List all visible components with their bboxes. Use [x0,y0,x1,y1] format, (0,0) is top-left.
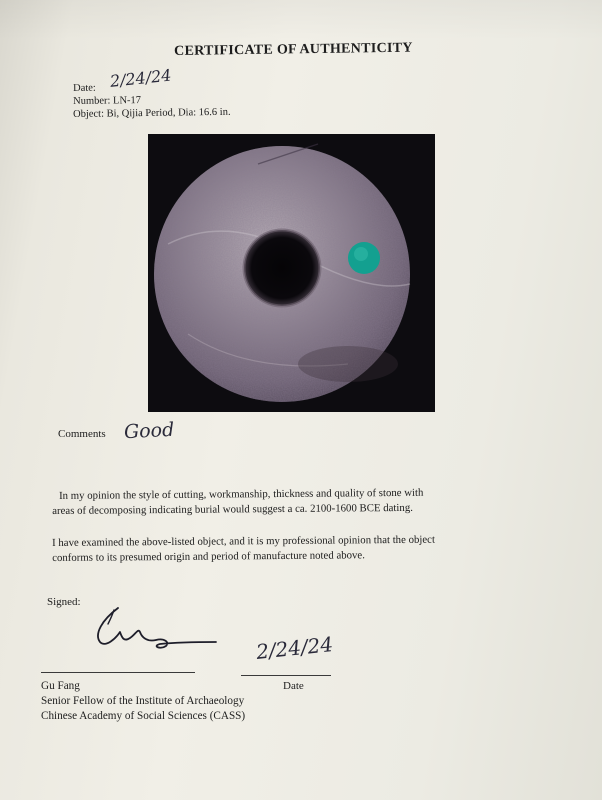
number-field: Number: LN-17 [73,95,142,107]
comments-handwritten: Good [123,418,175,444]
handwritten-date: 2/24/24 [109,65,173,91]
opinion-paragraph [52,485,522,518]
jade-bi-disc-photo-icon [148,134,435,412]
signature-date-handwritten: 2/24/24 [254,632,335,664]
page-shadow [0,0,602,40]
opinion-line-1: In my opinion the style of cutting, workmanship, thickness and quality of stone with [59,486,424,502]
signer-title: Senior Fellow of the Institute of Archaeology [41,695,245,707]
object-field: Object: Bi, Qijia Period, Dia: 16.6 in. [73,106,231,120]
signer-organization: Chinese Academy of Social Sciences (CASS) [41,710,246,722]
date-line [241,675,331,676]
examined-line-1: I have examined the above-listed object, and it is my professional opinion that the object [52,533,435,549]
examined-paragraph [52,532,532,565]
signed-label: Signed: [47,596,81,608]
signer-name: Gu Fang [41,680,80,692]
certificate-title: CERTIFICATE OF AUTHENTICITY [174,40,413,59]
signature-line [41,672,195,673]
handwritten-signature-icon [90,598,220,663]
date-caption: Date [283,680,304,692]
examined-line-2: conforms to its presumed origin and period of manufacture noted above. [52,548,365,564]
object-photo [148,134,435,412]
comments-label: Comments [58,428,106,440]
opinion-line-2: areas of decomposing indicating burial would suggest a ca. 2100-1600 BCE dating. [52,501,413,517]
date-label: Date: [73,82,96,94]
